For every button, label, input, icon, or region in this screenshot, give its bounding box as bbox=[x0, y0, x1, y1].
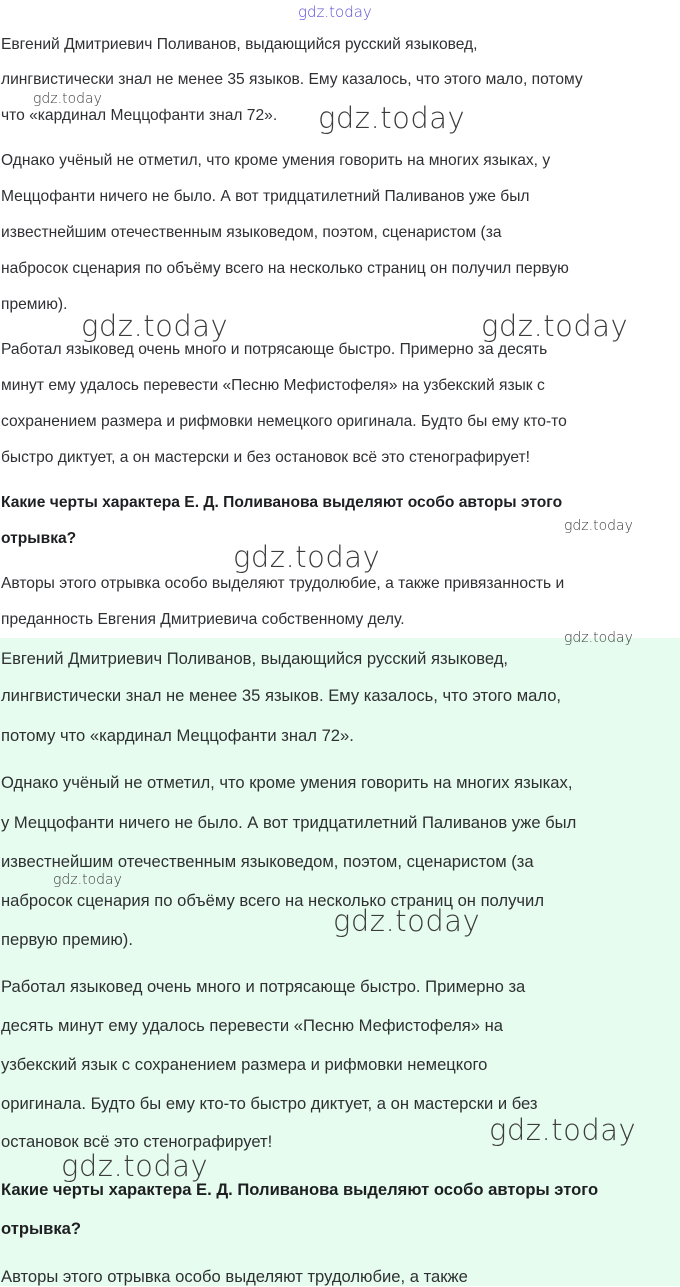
watermark-text: gdz.today bbox=[233, 540, 381, 574]
answer-line: Авторы этого отрывка особо выделяют трудолюбие, а также bbox=[1, 1267, 468, 1286]
text-line: что «кардинал Меццофанти знал 72». bbox=[1, 107, 278, 124]
watermark-text: gdz.today bbox=[564, 630, 633, 646]
text-line: потому что «кардинал Меццофанти знал 72». bbox=[1, 726, 354, 745]
text-line: минут ему удалось перевести «Песню Мефистофеля» на узбекский язык с bbox=[1, 377, 545, 394]
watermark-text: gdz.today bbox=[298, 3, 372, 21]
question-line: отрывка? bbox=[1, 1219, 82, 1238]
watermark-text: gdz.today bbox=[81, 309, 229, 343]
watermark-text: gdz.today bbox=[61, 1149, 209, 1183]
text-line: Евгений Дмитриевич Поливанов, выдающийся русский языковед, bbox=[1, 649, 509, 668]
text-line: оригинала. Будто бы ему кто-то быстро диктует, а он мастерски и без bbox=[1, 1094, 538, 1113]
watermark-text: gdz.today bbox=[333, 904, 481, 938]
second-text-block bbox=[0, 638, 680, 1286]
watermark-text: gdz.today bbox=[481, 309, 629, 343]
watermark-text: gdz.today bbox=[53, 872, 122, 888]
watermark-text: gdz.today bbox=[564, 518, 633, 534]
text-line: лингвистически знал не менее 35 языков. Ему казалось, что этого мало, потому bbox=[1, 71, 583, 88]
text-line: известнейшим отечественным языковедом, поэтом, сценаристом (за bbox=[1, 852, 534, 871]
text-line: лингвистически знал не менее 35 языков. Ему казалось, что этого мало, bbox=[1, 686, 562, 705]
question-line: отрывка? bbox=[1, 530, 77, 547]
question-line: Какие черты характера Е. Д. Поливанова выделяют особо авторы этого bbox=[1, 1180, 599, 1199]
text-line: первую премию). bbox=[1, 930, 133, 949]
text-line: десять минут ему удалось перевести «Песню Мефистофеля» на bbox=[1, 1016, 503, 1035]
question-line: Какие черты характера Е. Д. Поливанова выделяют особо авторы этого bbox=[1, 494, 563, 511]
watermark-text: gdz.today bbox=[489, 1113, 637, 1147]
text-line: быстро диктует, а он мастерски и без остановок всё это стенографирует! bbox=[1, 449, 530, 466]
text-line: Меццофанти ничего не было. А вот тридцатилетний Паливанов уже был bbox=[1, 188, 530, 205]
text-line: Работал языковед очень много и потрясающе быстро. Примерно за десять bbox=[1, 341, 548, 358]
text-line: Евгений Дмитриевич Поливанов, выдающийся русский языковед, bbox=[1, 36, 478, 53]
text-line: узбекский язык с сохранением размера и рифмовки немецкого bbox=[1, 1055, 488, 1074]
text-line: набросок сценария по объёму всего на несколько страниц он получил bbox=[1, 891, 544, 910]
text-line: у Меццофанти ничего не было. А вот тридцатилетний Паливанов уже был bbox=[1, 813, 577, 832]
text-line: сохранением размера и рифмовки немецкого оригинала. Будто бы ему кто-то bbox=[1, 413, 567, 430]
answer-line: Авторы этого отрывка особо выделяют трудолюбие, а также привязанность и bbox=[1, 575, 565, 592]
watermark-text: gdz.today bbox=[33, 91, 102, 107]
text-line: Однако учёный не отметил, что кроме умения говорить на многих языках, bbox=[1, 773, 573, 792]
text-line: набросок сценария по объёму всего на несколько страниц он получил первую bbox=[1, 260, 569, 277]
answer-line: преданность Евгения Дмитриевича собственному делу. bbox=[1, 611, 405, 628]
text-line: остановок всё это стенографирует! bbox=[1, 1132, 273, 1151]
text-line: известнейшим отечественным языковедом, поэтом, сценаристом (за bbox=[1, 224, 502, 241]
text-line: Однако учёный не отметил, что кроме умения говорить на многих языках, у bbox=[1, 152, 551, 169]
watermark-text: gdz.today bbox=[318, 101, 466, 135]
text-line: Работал языковед очень много и потрясающе быстро. Примерно за bbox=[1, 977, 526, 996]
text-line: премию). bbox=[1, 296, 68, 313]
